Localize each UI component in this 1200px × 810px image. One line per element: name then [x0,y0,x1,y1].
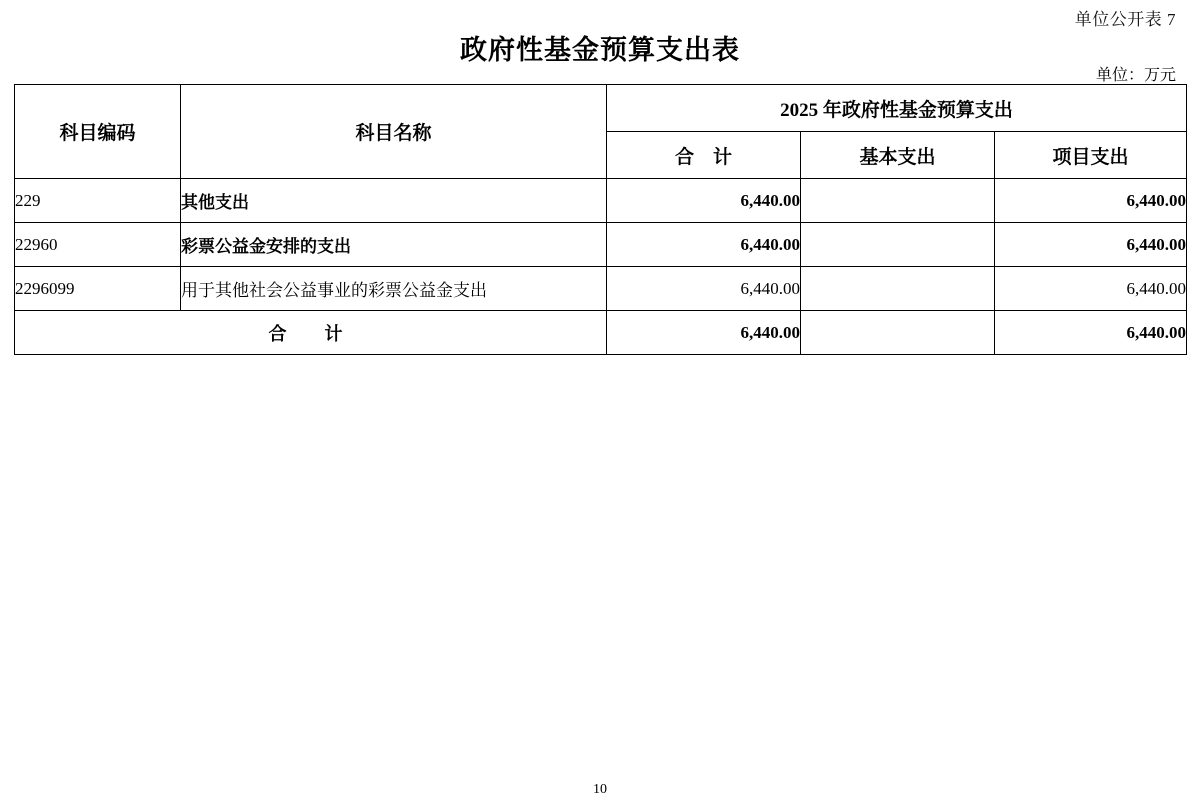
table-row [15,267,1187,311]
cell-total: 6,440.00 [607,267,801,311]
budget-table-container [14,84,1186,355]
cell-total: 6,440.00 [607,223,801,267]
cell-total: 6,440.00 [607,179,801,223]
budget-table [14,84,1187,355]
cell-basic [801,311,995,355]
table-header-row-1 [15,85,1187,132]
cell-total-label: 合 计 [15,311,607,355]
table-row [15,179,1187,223]
cell-project: 6,440.00 [995,179,1187,223]
cell-basic [801,267,995,311]
form-number-label: 单位公开表 7 [1074,10,1176,29]
cell-project: 6,440.00 [995,223,1187,267]
cell-name: 其他支出 [181,179,607,223]
cell-name: 用于其他社会公益事业的彩票公益金支出 [181,267,607,311]
cell-code: 229 [15,179,181,223]
header-col-basic: 基本支出 [801,132,995,179]
page-title: 政府性基金预算支出表 [460,35,740,65]
cell-project: 6,440.00 [995,267,1187,311]
cell-name: 彩票公益金安排的支出 [181,223,607,267]
cell-basic [801,223,995,267]
cell-total: 6,440.00 [607,311,801,355]
header-col-project: 项目支出 [995,132,1187,179]
table-total-row [15,311,1187,355]
unit-note: 单位：万元 [1095,67,1176,84]
table-row [15,223,1187,267]
cell-basic [801,179,995,223]
header-group-budget: 2025 年政府性基金预算支出 [607,85,1187,132]
cell-code: 2296099 [15,267,181,311]
cell-code: 22960 [15,223,181,267]
header-col-code: 科目编码 [15,85,181,179]
cell-project: 6,440.00 [995,311,1187,355]
header-col-total: 合 计 [607,132,801,179]
header-col-name: 科目名称 [181,85,607,179]
page-number: 10 [593,782,607,797]
